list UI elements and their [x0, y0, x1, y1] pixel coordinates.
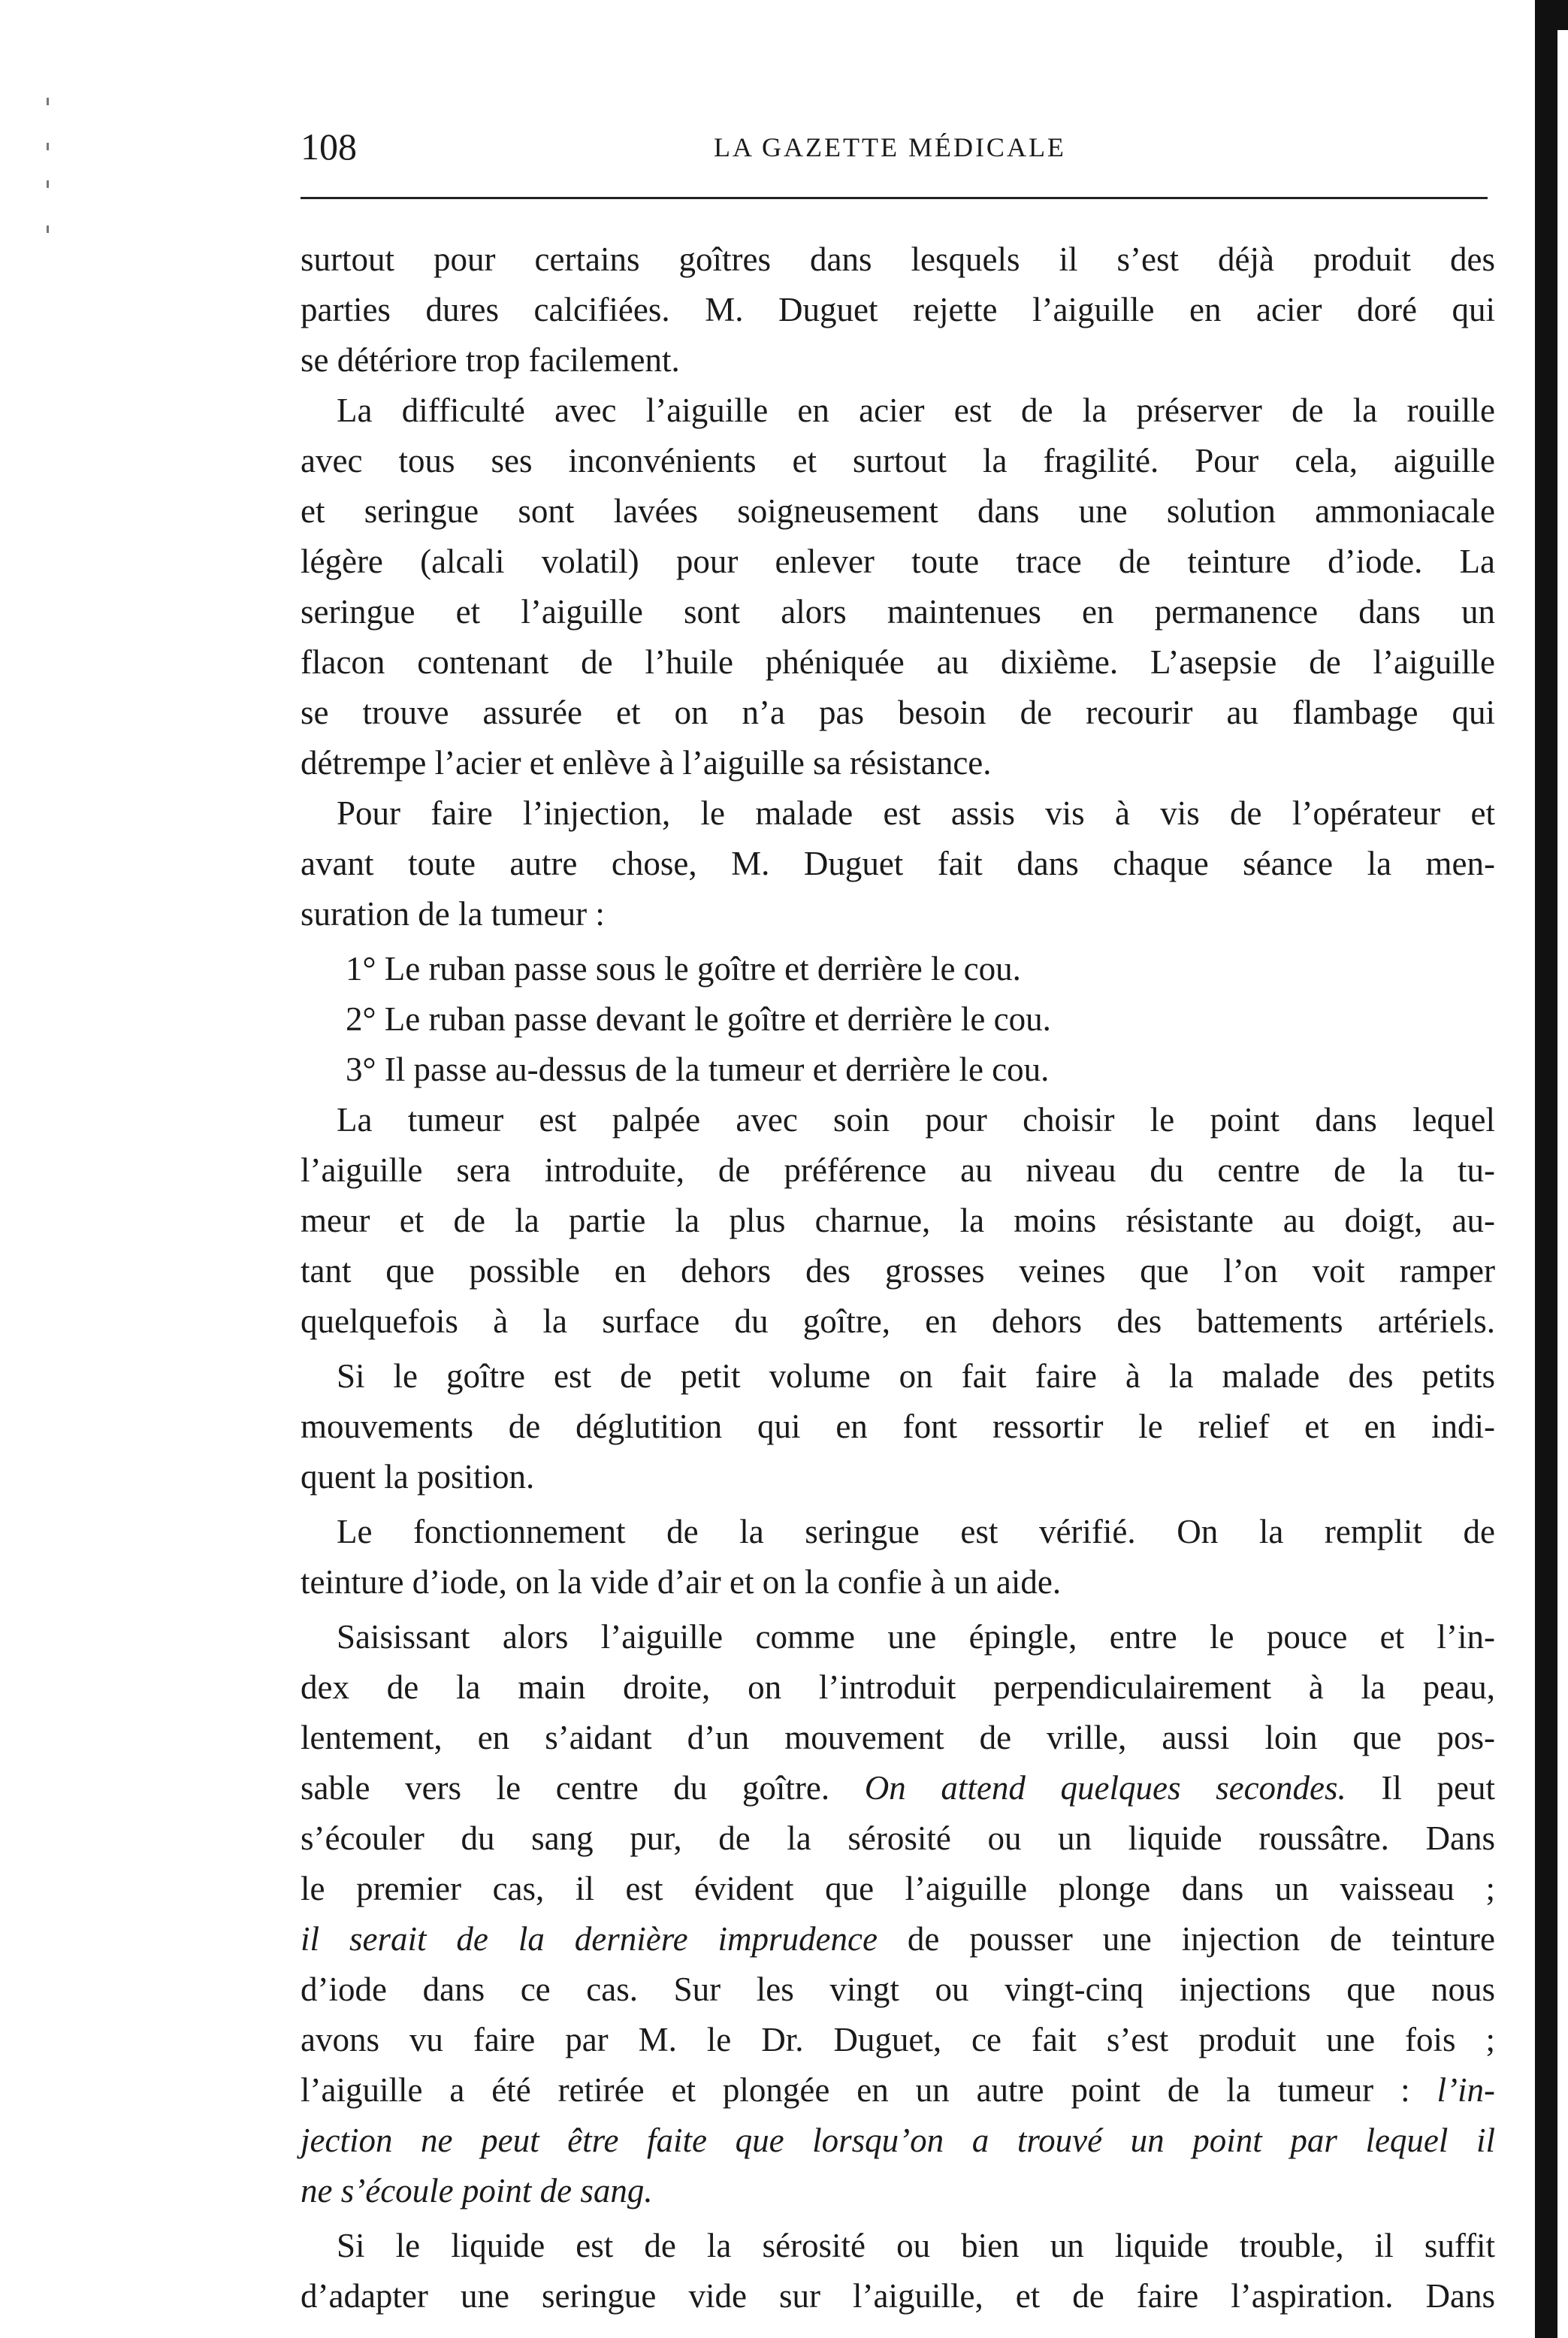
paragraph-injection: [301, 1612, 1495, 2216]
text-line: quent la position.: [301, 1458, 535, 1496]
body-text: [301, 234, 1495, 2321]
italic-text: ne s’écoule point de sang.: [301, 2172, 653, 2209]
line-text: Il peut: [1346, 1769, 1496, 1807]
header-rule: [301, 197, 1488, 199]
journal-title: LA GAZETTE MÉDICALE: [714, 132, 1066, 162]
text-line: tant que possible en dehors des grosses veines que l’on voit ramper: [301, 1252, 1495, 1290]
binding-edge: [1535, 0, 1557, 2338]
text-line: détrempe l’acier et enlève à l’aiguille sa résistance.: [301, 744, 992, 782]
text-line: lentement, en s’aidant d’un mouvement de vrille, aussi loin que pos-: [301, 1719, 1495, 1756]
text-line: Le fonctionnement de la seringue est vérifié. On la remplit de: [337, 1513, 1495, 1550]
text-line: meur et de la partie la plus charnue, la moins résistante au doigt, au-: [301, 1202, 1495, 1239]
italic-text: On attend quelques secondes.: [864, 1769, 1346, 1807]
text-line: suration de la tumeur :: [301, 895, 605, 933]
line-text: l’aiguille a été retirée et plongée en un autre point de la tumeur :: [301, 2071, 1437, 2109]
italic-text: il serait de la dernière imprudence: [301, 1920, 878, 1958]
text-line: [301, 2166, 1495, 2216]
text-line: d’iode dans ce cas. Sur les vingt ou vingt-cinq injections que nous: [301, 1971, 1495, 2008]
italic-text: jection ne peut être faite que lorsqu’on a trouvé un point par lequel il: [301, 2122, 1495, 2159]
text-line: [301, 2116, 1495, 2166]
text-line: légère (alcali volatil) pour enlever toute trace de teinture d’iode. La: [301, 543, 1495, 580]
italic-text: l’in-: [1437, 2071, 1495, 2109]
line-text: de pousser une injection de teinture: [877, 1920, 1495, 1958]
text-line: La difficulté avec l’aiguille en acier est de la préserver de la rouille: [337, 392, 1495, 429]
text-line: et seringue sont lavées soigneusement dans une solution ammoniacale: [301, 492, 1495, 530]
running-head: [301, 120, 1488, 173]
text-line: [301, 1763, 1495, 1813]
line-text: sable vers le centre du goître.: [301, 1769, 865, 1807]
text-line: La tumeur est palpée avec soin pour choisir le point dans lequel: [337, 1101, 1495, 1139]
text-line: d’adapter une seringue vide sur l’aiguille, et de faire l’aspiration. Dans: [301, 2277, 1495, 2315]
text-line: seringue et l’aiguille sont alors maintenues en permanence dans un: [301, 593, 1495, 631]
text-line: Si le liquide est de la sérosité ou bien un liquide trouble, il suffit: [337, 2227, 1495, 2264]
text-line: Saisissant alors l’aiguille comme une épingle, entre le pouce et l’in-: [337, 1618, 1495, 1656]
text-line: avant toute autre chose, M. Duguet fait dans chaque séance la men-: [301, 845, 1495, 882]
text-line: parties dures calcifiées. M. Duguet rejette l’aiguille en acier doré qui: [301, 291, 1495, 328]
text-line: avons vu faire par M. le Dr. Duguet, ce fait s’est produit une fois ;: [301, 2021, 1495, 2058]
text-line: dex de la main droite, on l’introduit perpendiculairement à la peau,: [301, 1668, 1495, 1706]
text-line: se détériore trop facilement.: [301, 341, 680, 379]
text-line: l’aiguille sera introduite, de préférence au niveau du centre de la tu-: [301, 1151, 1495, 1189]
margin-speck: [47, 180, 49, 188]
text-line: avec tous ses inconvénients et surtout la fragilité. Pour cela, aiguille: [301, 442, 1495, 479]
text-line: s’écouler du sang pur, de la sérosité ou un liquide roussâtre. Dans: [301, 1819, 1495, 1857]
text-line: mouvements de déglutition qui en font ressortir le relief et en indi-: [301, 1408, 1495, 1445]
margin-speck: [47, 143, 49, 150]
text-line: Pour faire l’injection, le malade est assis vis à vis de l’opérateur et: [337, 794, 1495, 832]
text-line: surtout pour certains goîtres dans lesquels il s’est déjà produit des: [301, 240, 1495, 278]
margin-speck: [47, 98, 49, 105]
measurement-list: [301, 944, 1495, 1095]
paragraph-seringue: [301, 1507, 1495, 1608]
paragraph-group-a: [301, 234, 1495, 939]
text-line: flacon contenant de l’huile phéniquée au dixième. L’asepsie de l’aiguille: [301, 643, 1495, 681]
paragraph-liquide: [301, 2221, 1495, 2321]
list-item: 1° Le ruban passe sous le goître et derrière le cou.: [346, 950, 1021, 988]
text-line: Si le goître est de petit volume on fait faire à la malade des petits: [337, 1357, 1495, 1395]
list-item: 3° Il passe au-dessus de la tumeur et derrière le cou.: [346, 1051, 1050, 1088]
text-line: [301, 1914, 1495, 1964]
text-line: [301, 2065, 1495, 2116]
margin-speck: [47, 225, 49, 233]
text-line: quelquefois à la surface du goître, en dehors des battements artériels.: [301, 1302, 1495, 1340]
text-line: teinture d’iode, on la vide d’air et on la confie à un aide.: [301, 1563, 1062, 1601]
text-line: se trouve assurée et on n’a pas besoin de recourir au flambage qui: [301, 694, 1495, 731]
page-number: 108: [301, 126, 357, 168]
paragraph-deglutition: [301, 1351, 1495, 1502]
list-item: 2° Le ruban passe devant le goître et derrière le cou.: [346, 1000, 1051, 1038]
text-line: le premier cas, il est évident que l’aiguille plonge dans un vaisseau ;: [301, 1870, 1495, 1907]
paragraph-palpation: [301, 1095, 1495, 1347]
